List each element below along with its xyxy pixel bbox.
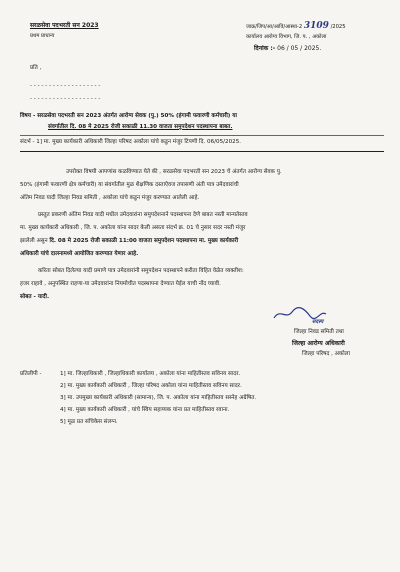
paragraph-2-line-3-start: झालेली असुन: [20, 238, 50, 244]
reference-divider: [20, 151, 384, 152]
paragraph-2-line-2: मा. मुख्य कार्यकारी अधिकारी , जि. प. अकोला यांना सादर केली असता संदर्भ क्र. 01 चे नुसार सदर नस्ती मंजुर: [20, 225, 246, 231]
paragraph-1-line-2: 50% (हंगामी फवारणी क्षेत्र कर्मचारी) या संवर्गातील मुळ शैक्षणिक दस्ताऐवज तपासणी अंती पात्र उमेदवारांची: [20, 182, 239, 188]
subject-divider: [20, 135, 384, 136]
signature-line-2: जिल्हा आरोग्य अधिकारी: [292, 340, 345, 347]
paragraph-3-line-1: करिता सोबत दिलेल्या यादी प्रमाणे पात्र उमेदवारांनी समुपदेशन पदस्थापने करीता विहित वेळेत व्यक्तीश:: [38, 268, 244, 274]
signature-line-3: जिल्हा परिषद , अकोला: [302, 351, 350, 357]
recipient-prati: प्रति ,: [30, 65, 42, 71]
paragraph-3-line-2: हजर राहावे , अनुपस्थित राहणा-या उमेदवारांना नियमोचीत पदस्थापना देण्यात येईल याची नोंद घ्यावी.: [20, 281, 221, 287]
office-line: कार्यालय आरोग्य विभाग, जि. प. , अकोला: [246, 34, 327, 40]
dept-title: सरळसेवा पदभरती सन 2023: [30, 22, 99, 29]
jakr-year: /2025: [330, 24, 346, 30]
paragraph-1-line-3: अंतिम निवड यादी जिल्हा निवड समिती , अकोला यांचे कडुन मंजुर करण्यात आलेली आहे.: [20, 195, 200, 201]
paragraph-2-line-1: प्रस्तुत प्रकरणी अंतिम निवड यादी मधील उमेदवारांना समुपदेशनाने पदस्थापना देणे बाबत नस्ती मान्यतेस्तव: [38, 212, 248, 218]
copy-item-2: 2] मा. मुख्य कार्यकारी अधिकारी , जिल्हा परिषद अकोला यांना माहितीस्तव सविनय सादर.: [60, 383, 242, 389]
signature-mark: सदस्य: [312, 319, 324, 325]
reference-number: [246, 22, 346, 31]
reference-line: संदर्भ - 1] मा. मुख्य कार्यकारी अधिकारी जिल्हा परिषद अकोला यांचे कडुन मंजुर टिपणी दि. 06/05/2025.: [20, 139, 242, 145]
date-label: दिनांक :-: [254, 45, 276, 52]
paragraph-2-line-3: [20, 239, 238, 245]
date-line: [254, 46, 321, 52]
recipient-line-1: - - - - - - - - - - - - - - - - - - -: [30, 83, 101, 89]
jakr-prefix: जाक्र/जिप/आ/आवि/आस्था-2: [246, 24, 303, 30]
copy-item-5: 5] मूळ प्रत संचिकेस संलग्न.: [60, 419, 118, 425]
paragraph-2-line-3-bold: दि. 08 मे 2025 रोजी सकाळी 11:00 वाजता समुपदेशन पदस्थापना मा. मुख्य कार्यकारी: [49, 238, 239, 244]
subject-line-1: विषय - सरळसेवा पदभरती सन 2023 अंतर्गत आरोग्य सेवक (पु.) 50% (हंगामी फवारणी कर्मचारी) या: [20, 113, 238, 119]
copy-item-3: 3] मा. उपमुख्य कार्यकारी अधिकारी (सामान्य), जि. प. अकोला यांना माहितीस्तव सस्नेह अग्रेषित.: [60, 395, 257, 401]
priority-label: प्रथम प्राधान्य: [30, 33, 55, 39]
enclosure-line: सोबत - यादी.: [20, 294, 50, 300]
date-value: 06 / 05 / 2025.: [277, 45, 322, 52]
copies-label: प्रतिलीपी -: [20, 371, 42, 377]
copy-item-1: 1] मा. जिल्हाधिकारी , जिल्हाधिकारी कार्यालय , अकोला यांना माहितीस्तव सविनय सादर.: [60, 371, 241, 377]
copy-item-4: 4] मा. मुख्य कार्यकारी अधिकारी , यांचे स्विय सहाय्यक यांना प्रत माहितीस्तव रवाना.: [60, 407, 230, 413]
paragraph-1-line-1: उपरोक्त विषयी आपणांस कळविण्यात येते की , सरळसेवा पदभरती सन 2023 चे अंतर्गत आरोग्य सेवक पु.: [66, 169, 282, 175]
paragraph-2-line-4: अधिकारी यांचे दालनामध्ये आयोजित करण्यात येणार आहे.: [20, 251, 139, 257]
recipient-line-2: - - - - - - - - - - - - - - - - - - -: [30, 96, 101, 102]
subject-line-2: संवर्गातील दि. 08 मे 2025 रोजी सकाळी 11.30 वाजता समुपदेशन पदस्थापना बाबत.: [48, 124, 233, 130]
jakr-handwritten-number: 3109: [303, 21, 329, 31]
signature-line-1: जिल्हा निवड समिती तथा: [294, 329, 344, 335]
